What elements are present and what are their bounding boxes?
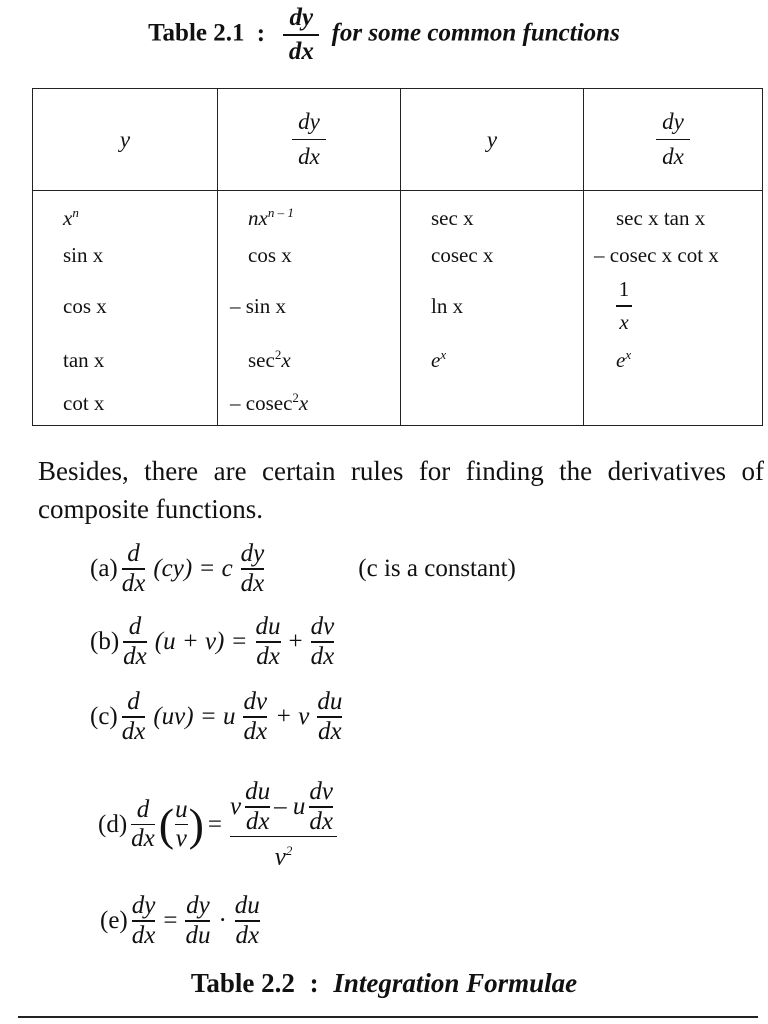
title-suffix: for some common functions	[331, 19, 620, 47]
rule-expression: (u + v) =	[154, 627, 248, 655]
rule-c: (c) d dx (uv) = u dv dx + v du dx	[90, 688, 343, 745]
table-cell: $x^n$	[33, 191, 218, 234]
table-cell: cosec x	[401, 233, 584, 277]
rule-expression: (cy) = c	[153, 554, 233, 582]
table-cell: sec x tan x	[584, 191, 763, 234]
rule-note: (c is a constant)	[358, 554, 516, 582]
rule-expression: (uv) = u	[153, 702, 236, 730]
table-row	[33, 191, 763, 234]
derivative-table	[32, 88, 763, 426]
header-y-1: y	[33, 89, 218, 191]
rule-label: (d)	[98, 810, 128, 838]
rule-d: (d) d dx ( u v ) = v du dx – u dv dx $v^2$	[98, 778, 341, 871]
table-cell: – cosec$^2$x	[218, 385, 401, 426]
rule-label: (c)	[90, 702, 118, 730]
rule-label: (b)	[90, 627, 120, 655]
rule-b: (b) d dx (u + v) = du dx + dv dx	[90, 613, 335, 670]
next-table-title: Table 2.2 : Integration Formulae	[190, 968, 578, 998]
table-cell: – sin x	[218, 277, 401, 335]
table-row	[33, 277, 763, 335]
table-cell: cos x	[218, 233, 401, 277]
table-cell	[584, 277, 763, 335]
header-y-2: y	[401, 89, 584, 191]
table-cell: $\sec^2x$	[218, 335, 401, 385]
title-prefix: Table 2.1	[148, 19, 245, 47]
table-row	[33, 233, 763, 277]
title-fraction	[283, 4, 319, 66]
rule-label: (e)	[100, 906, 128, 934]
table-cell: cos x	[33, 277, 218, 335]
table-header-row	[33, 89, 763, 191]
one-over-x: $\frac{1}{x}$	[616, 277, 632, 335]
rule-label: (a)	[90, 554, 118, 582]
table-cell: ln x	[401, 277, 584, 335]
rule-a: (a) d dx (cy) = c dy dx (c is a constant)	[90, 540, 516, 597]
header-dydx-2: $\frac{dy}{dx}$	[584, 89, 763, 191]
table-cell: – cosec x cot x	[584, 233, 763, 277]
header-dydx-1: $\frac{dy}{dx}$	[218, 89, 401, 191]
table-row	[33, 385, 763, 426]
page-title	[0, 4, 768, 66]
table-cell: cot x	[33, 385, 218, 426]
table-cell	[401, 385, 584, 426]
table-cell: sec x	[401, 191, 584, 234]
table-row	[33, 335, 763, 385]
table-cell: $e^x$	[584, 335, 763, 385]
table-cell	[584, 385, 763, 426]
rule-e: (e) dy dx = dy du · du dx	[100, 892, 260, 949]
table-cell: $nx^{n - 1}$	[218, 191, 401, 234]
intro-paragraph: Besides, there are certain rules for finding the derivatives of composite functions.	[38, 456, 764, 524]
title-colon: :	[256, 19, 266, 47]
table-cell: tan x	[33, 335, 218, 385]
table-cell: $e^x$	[401, 335, 584, 385]
divider	[18, 1016, 758, 1018]
title-frac-den: dx	[288, 38, 314, 65]
title-frac-num: dy	[289, 4, 314, 31]
quotient-fraction: v du dx – u dv dx $v^2$	[230, 778, 337, 871]
table-cell: sin x	[33, 233, 218, 277]
